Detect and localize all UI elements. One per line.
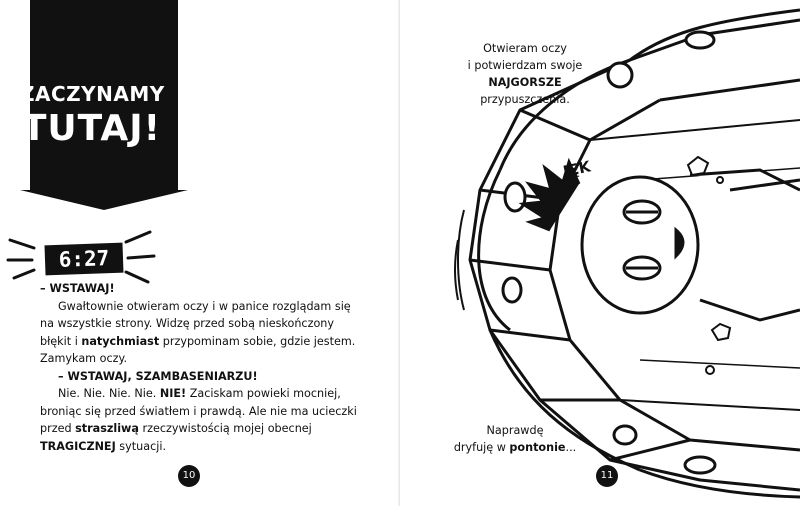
paragraph-2-end: przypominam sobie, gdzie jestem. Zamykam oczy. (40, 334, 356, 365)
emphasis-nie: NIE! (159, 387, 187, 400)
sound-effect-jek: JĘK (561, 157, 593, 181)
paragraph-2-text: Gwałtownie otwieram oczy i w panice rozglądam się na wszystkie strony. Widzę przed sobą nieskończony błękit (40, 299, 351, 348)
emphasis-straszliwa: straszliwą (75, 422, 139, 435)
right-page (400, 0, 800, 506)
text-i: i (74, 334, 82, 348)
page-number-right: 11 (596, 465, 618, 487)
emphasis-tragicznej: TRAGICZNEJ (40, 439, 116, 453)
text-zaciskam: Zaciskam powieki mocniej, broniąc się przed światłem i prawdą. Ale nie ma ucieczki przed (40, 387, 357, 435)
caption-top-line2: i potwierdzam swoje (467, 59, 583, 72)
paragraph-2 (40, 298, 360, 368)
caption-top-line1: Otwieram oczy (483, 42, 567, 55)
text-nie: Nie. Nie. Nie. Nie. (58, 387, 160, 400)
paragraph-5 (40, 385, 360, 455)
banner-line1: ZACZYNAMY (20, 82, 165, 106)
paragraph-2-cont (40, 335, 355, 366)
caption-bottom-text: dryfuję w (453, 441, 510, 454)
text-sytuacji: sytuacji. (115, 439, 167, 453)
banner-line2: TUTAJ! (21, 108, 162, 149)
caption-top (460, 40, 590, 108)
paragraph-shout-1: – WSTAWAJ! (40, 282, 115, 295)
caption-top-line3: NAJGORSZE (488, 76, 562, 89)
time-label: 6:27 (45, 243, 124, 276)
caption-bottom-line1: Naprawdę (486, 424, 544, 437)
caption-bottom-line2 (450, 439, 580, 456)
text-rzeczywistoscia: rzeczywistością mojej obecnej (138, 422, 312, 435)
left-body-text (40, 280, 360, 455)
emphasis-pontonie: pontonie (509, 441, 566, 454)
caption-bottom-ellipsis: ... (565, 441, 577, 454)
paragraph-shout-2: – WSTAWAJ, SZAMBASENIARZU! (58, 369, 258, 383)
caption-top-line4: przypuszczenia. (480, 93, 570, 106)
caption-bottom (450, 422, 580, 456)
banner-text (20, 82, 163, 149)
emphasis-natychmiast: natychmiast (81, 334, 160, 348)
page-number-left: 10 (178, 465, 200, 487)
